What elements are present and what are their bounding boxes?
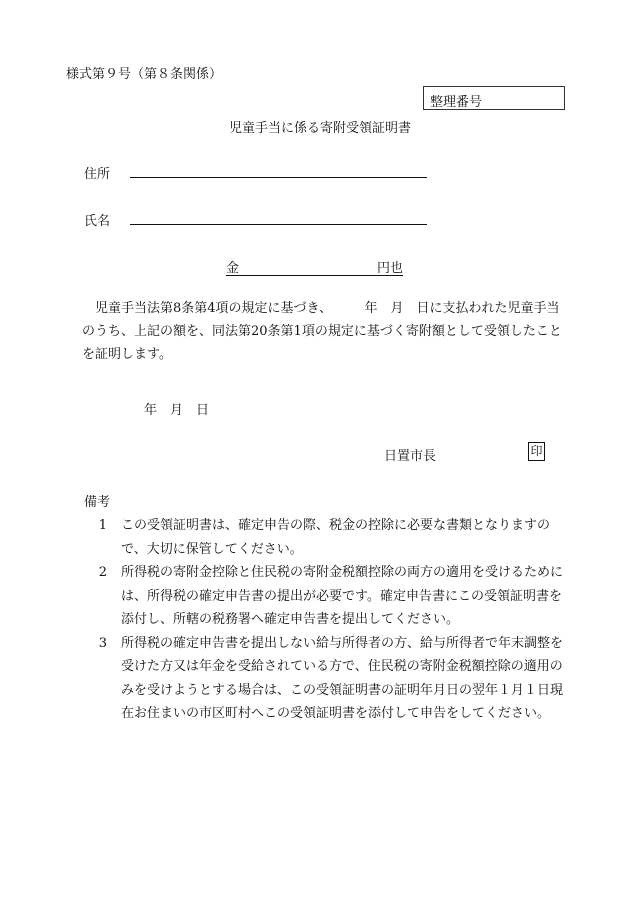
reference-number-box[interactable] bbox=[423, 86, 565, 110]
document-title: 児童手当に係る寄附受領証明書 bbox=[228, 121, 411, 136]
remarks-heading: 備考 bbox=[84, 495, 111, 510]
remark-text: 所得税の寄附金控除と住民税の寄附金税額控除の両方の適用を受けるためには、所得税の確定申告書の提出が必要です。確定申告書にこの受領証明書を添付し、所轄の税務署へ確定申告書を提出してください。 bbox=[121, 565, 564, 627]
seal-stamp: 印 bbox=[528, 442, 545, 461]
issuer-title: 日置市長 bbox=[384, 449, 437, 464]
name-field[interactable] bbox=[130, 223, 427, 225]
form-number: 様式第９号（第８条関係） bbox=[66, 67, 223, 82]
remark-text: この受領証明書は、確定申告の際、税金の控除に必要な書類となりますので、大切に保管してください。 bbox=[121, 518, 551, 557]
address-label: 住所 bbox=[84, 167, 111, 182]
remark-item bbox=[84, 514, 564, 561]
reference-number-label: 整理番号 bbox=[430, 95, 483, 110]
remark-item bbox=[84, 561, 564, 632]
remark-number: 1 bbox=[98, 518, 107, 533]
certification-paragraph: 児童手当法第8条第4項の規定に基づき、 年 月 日に支払われた児童手当のうち、上記の額を、同法第20条第1項の規定に基づく寄附額として受領したことを証明します。 bbox=[82, 301, 562, 362]
remarks-list bbox=[84, 514, 564, 726]
name-label: 氏名 bbox=[84, 214, 111, 229]
amount-prefix: 金 bbox=[226, 261, 240, 276]
amount-field[interactable] bbox=[226, 257, 403, 276]
remark-number: 3 bbox=[98, 635, 107, 651]
certification-text bbox=[82, 297, 562, 366]
amount-suffix: 円也 bbox=[376, 261, 403, 276]
remark-item bbox=[84, 632, 564, 726]
issue-date[interactable]: 年 月 日 bbox=[144, 403, 210, 418]
address-field[interactable] bbox=[130, 176, 427, 178]
remark-number: 2 bbox=[98, 565, 107, 580]
remark-text: 所得税の確定申告書を提出しない給与所得者の方、給与所得者で年末調整を受けた方又は年金を受給されている方で、住民税の寄附金税額控除の適用のみを受けようとする場合は、この受領証明書の証明年月日の翌年１月１日現在お住まいの市区町村へこの受領証明書を添付して申告をしてください。 bbox=[121, 635, 564, 721]
